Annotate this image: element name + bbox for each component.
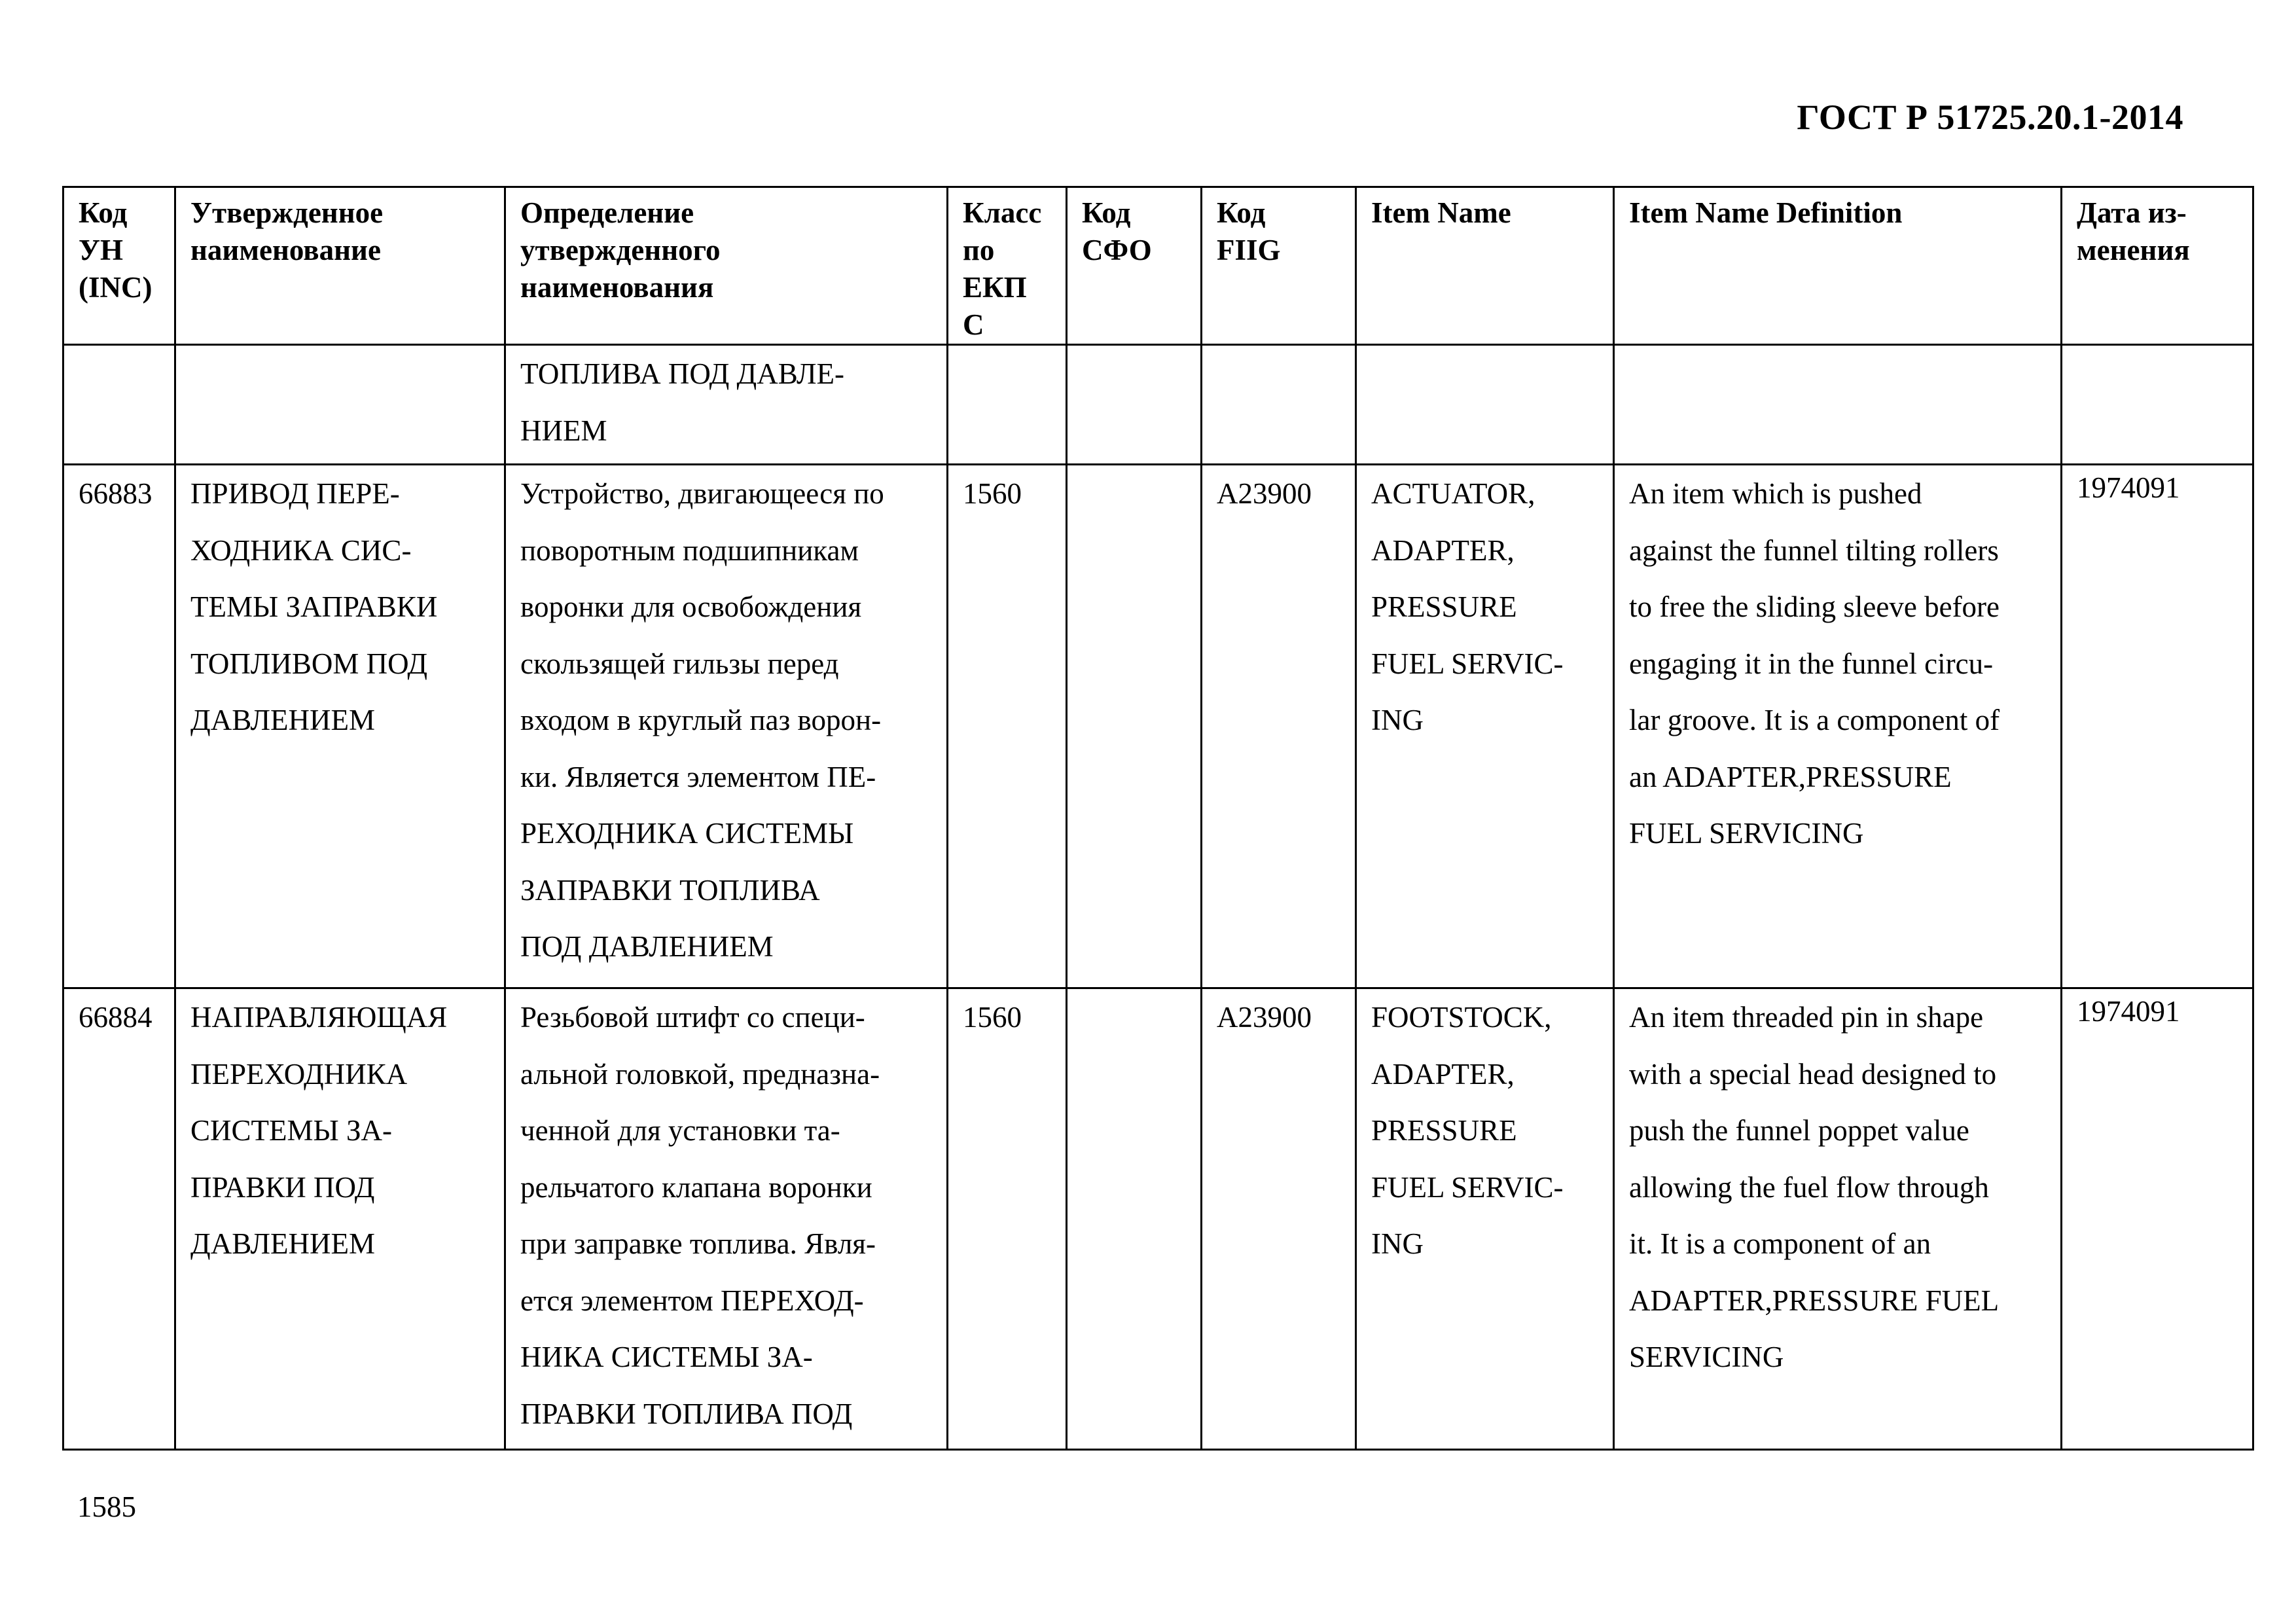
header-item-name-definition: Item Name Definition — [1614, 187, 2062, 345]
table-row — [63, 345, 2253, 465]
cell-sfo — [1067, 345, 1202, 465]
cell-date — [2062, 345, 2253, 465]
cell-item-definition: An item which is pushed against the funnel tilting rollers to free the sliding sleeve before engaging it in the funnel circu- lar groove. It is a component of an ADAPTER,PRESSURE FUEL SERVICING — [1614, 465, 2062, 988]
cell-class: 1560 — [948, 988, 1067, 1450]
cell-item-definition: An item threaded pin in shape with a special head designed to push the funnel poppet value allowing the fuel flow through it. It is a component of an ADAPTER,PRESSURE FUEL SERVICING — [1614, 988, 2062, 1450]
cell-definition: Устройство, двигающееся по поворотным подшипникам воронки для освобождения скользящей гильзы перед входом в круглый паз ворон- ки. Является элементом ПЕ- РЕХОДНИКА СИСТЕМЫ ЗАПРАВКИ ТОПЛИВА ПОД ДАВЛЕНИЕМ — [505, 465, 948, 988]
cell-sfo — [1067, 988, 1202, 1450]
cell-approved-name — [175, 345, 505, 465]
cell-item-name — [1356, 345, 1614, 465]
document-standard-code: ГОСТ Р 51725.20.1-2014 — [1797, 98, 2183, 137]
table-row — [63, 465, 2253, 988]
cell-inc: 66883 — [63, 465, 175, 988]
cell-inc — [63, 345, 175, 465]
cell-item-name: ACTUATOR, ADAPTER, PRESSURE FUEL SERVIC- ING — [1356, 465, 1614, 988]
header-class: Класс по ЕКП С — [948, 187, 1067, 345]
table-header-row — [63, 187, 2253, 345]
header-fiig: Код FIIG — [1202, 187, 1356, 345]
cell-sfo — [1067, 465, 1202, 988]
cell-definition: ТОПЛИВА ПОД ДАВЛЕ- НИЕМ — [505, 345, 948, 465]
cell-class: 1560 — [948, 465, 1067, 988]
cell-approved-name: ПРИВОД ПЕРЕ- ХОДНИКА СИС- ТЕМЫ ЗАПРАВКИ ТОПЛИВОМ ПОД ДАВЛЕНИЕМ — [175, 465, 505, 988]
header-inc: Код УН (INC) — [63, 187, 175, 345]
page-number: 1585 — [77, 1490, 136, 1523]
cell-class — [948, 345, 1067, 465]
header-change-date: Дата из- менения — [2062, 187, 2253, 345]
cell-inc: 66884 — [63, 988, 175, 1450]
cell-fiig: A23900 — [1202, 988, 1356, 1450]
cell-date: 1974091 — [2062, 988, 2253, 1450]
table-row — [63, 988, 2253, 1450]
nomenclature-table — [62, 186, 2254, 1451]
cell-definition: Резьбовой штифт со специ- альной головкой, предназна- ченной для установки та- рельчатого клапана воронки при заправке топлива. Явля- ется элементом ПЕРЕХОД- НИКА СИСТЕМЫ ЗА- ПРАВКИ ТОПЛИВА ПОД — [505, 988, 948, 1450]
header-sfo: Код СФО — [1067, 187, 1202, 345]
header-definition: Определение утвержденного наименования — [505, 187, 948, 345]
cell-fiig — [1202, 345, 1356, 465]
cell-date: 1974091 — [2062, 465, 2253, 988]
cell-item-name: FOOTSTOCK, ADAPTER, PRESSURE FUEL SERVIC- ING — [1356, 988, 1614, 1450]
cell-approved-name: НАПРАВЛЯЮЩАЯ ПЕРЕХОДНИКА СИСТЕМЫ ЗА- ПРАВКИ ПОД ДАВЛЕНИЕМ — [175, 988, 505, 1450]
cell-item-definition — [1614, 345, 2062, 465]
header-approved-name: Утвержденное наименование — [175, 187, 505, 345]
cell-fiig: A23900 — [1202, 465, 1356, 988]
header-item-name: Item Name — [1356, 187, 1614, 345]
